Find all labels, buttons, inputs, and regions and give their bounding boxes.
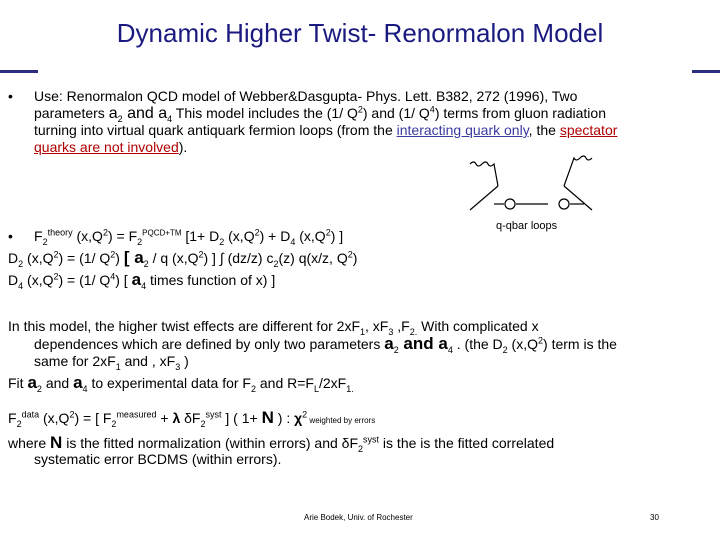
bullet1-line1: Use: Renormalon QCD model of Webber&Dasgupta- Phys. Lett. B382, 272 (1996), Two [34, 88, 578, 104]
f2-data-equation: $F_2^{data}$ $(x,Q^2)$ = [ $F_2^{measured} + \lambda$ $\delta F_2^{syst}$ ] ( 1+ N ) : $\chi^2$ weighted by errors [8, 408, 376, 429]
gluon-line-left [470, 162, 498, 186]
fermion-loop-2 [559, 199, 569, 209]
bullet1-line2: parameters $a_2$ and $a_4$ This model includes the (1/ $Q^2$) and (1/ $Q^4$) terms from gluon radiation [34, 104, 606, 124]
page-number: 30 [650, 513, 659, 522]
bullet1-line4: quarks are not involved). [34, 139, 188, 155]
spectator-link[interactable]: spectator [559, 122, 618, 138]
interacting-quark-link[interactable]: interacting quark only [396, 122, 529, 138]
bullet-dot: • [8, 228, 13, 244]
d2-equation: $D_2$ $(x,Q^2) = (1/$ $Q^2$) [ $a_2$ / q $(x,Q^2)$ ] ∫ (dz/z) $c_2(z)$ q(x/z, $Q^2$) [8, 248, 358, 269]
model-para-line3: same for $2xF_1$ and , $xF_3$ ) [34, 353, 189, 372]
fit-line: Fit $a_2$ and $a_4$ to experimental data for $F_2$ and $R=F_L/2xF_{1.}$ [8, 373, 354, 394]
d4-equation: $D_4$ $(x,Q^2) = (1/$ $Q^4$) [ $a_4$ times function of x) ] [8, 270, 276, 291]
title-rule-right [692, 70, 720, 73]
diagram-label: q-qbar loops [496, 220, 558, 232]
quark-line-left [470, 186, 498, 210]
model-para-line1: In this model, the higher twist effects are different for $2xF_1$, $xF_3$ $,F_{2.}$ With complicated x [8, 318, 539, 337]
where-line: where N is the fitted normalization (within errors) and $\delta F_2^{syst}$ is the is the fitted correlated [8, 433, 555, 454]
f2-theory-equation: $F_2^{theory}$ $(x,Q^2) = F_2^{PQCD+TM}$ [$1+ D_2$ $(x,Q^2) + D_4$ $(x,Q^2)$ ] [34, 227, 344, 247]
gluon-line-right [564, 156, 592, 186]
quarks-not-involved-link[interactable]: quarks are not involved [34, 139, 179, 155]
slide-title: Dynamic Higher Twist- Renormalon Model [116, 18, 604, 48]
systematic-line: systematic error BCDMS (within errors). [34, 451, 282, 467]
fermion-loop-1 [505, 199, 515, 209]
bullet1-line3: turning into virtual quark antiquark fermion loops (from the interacting quark only, the spectator [34, 122, 618, 138]
model-para-line2: dependences which are defined by only two parameters $a_2$ and $a_4$ . (the $D_2$ $(x,Q^2)$ term is the [34, 334, 617, 355]
bullet-dot: • [8, 88, 13, 104]
footer-author: Arie Bodek, Univ. of Rochester [304, 513, 413, 522]
title-rule-left [0, 70, 38, 73]
